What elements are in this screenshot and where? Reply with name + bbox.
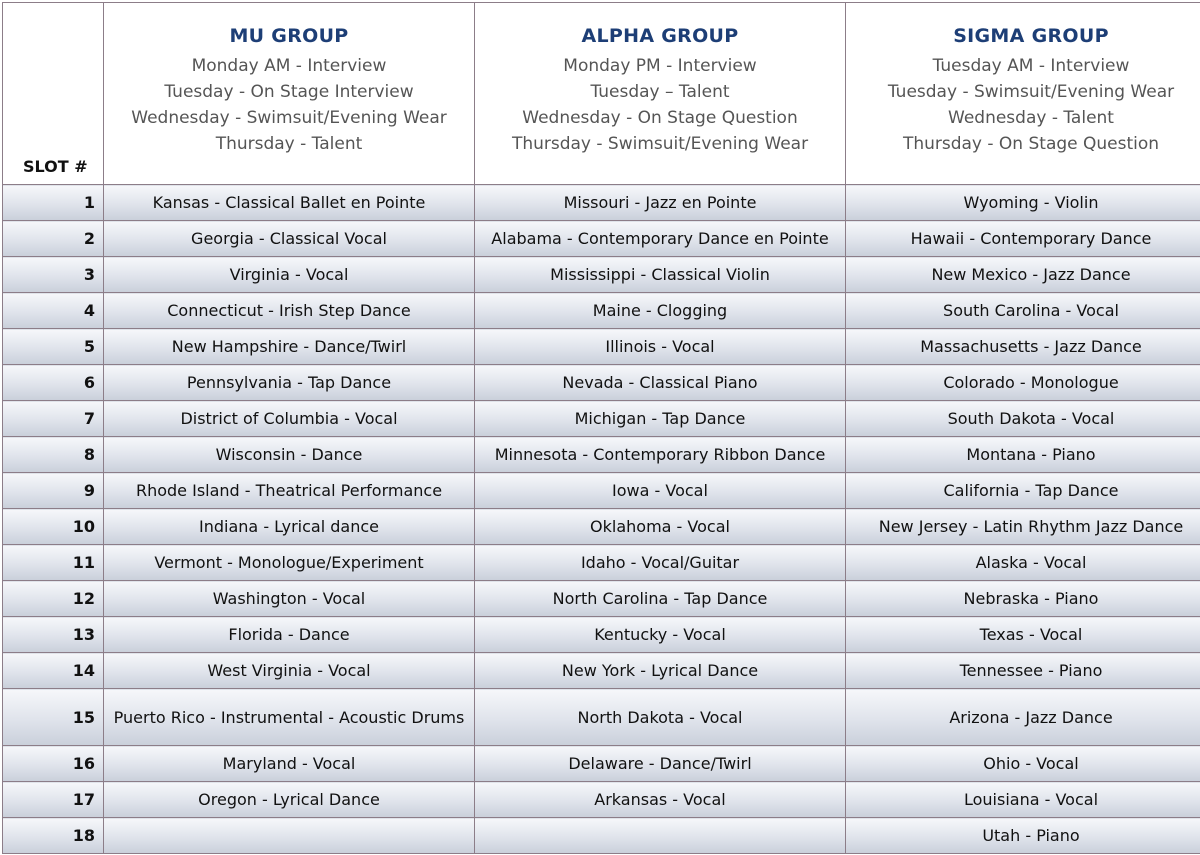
sigma-cell: New Mexico - Jazz Dance	[846, 257, 1200, 293]
mu-cell: Oregon - Lyrical Dance	[104, 782, 475, 818]
table-row	[3, 782, 1200, 818]
slot-number: 17	[3, 782, 104, 818]
alpha-cell: New York - Lyrical Dance	[475, 653, 846, 689]
alpha-cell: Illinois - Vocal	[475, 329, 846, 365]
sigma-group-header	[846, 3, 1200, 185]
slot-number: 4	[3, 293, 104, 329]
table-row	[3, 581, 1200, 617]
sigma-cell: Ohio - Vocal	[846, 746, 1200, 782]
table-row	[3, 746, 1200, 782]
alpha-cell: Mississippi - Classical Violin	[475, 257, 846, 293]
slot-number: 5	[3, 329, 104, 365]
table-row	[3, 401, 1200, 437]
schedule-line: Monday PM - Interview	[563, 56, 757, 76]
alpha-cell: Oklahoma - Vocal	[475, 509, 846, 545]
alpha-cell: Michigan - Tap Dance	[475, 401, 846, 437]
schedule-line: Wednesday - Swimsuit/Evening Wear	[131, 108, 447, 128]
mu-cell: Kansas - Classical Ballet en Pointe	[104, 185, 475, 221]
slot-number: 13	[3, 617, 104, 653]
slot-number: 12	[3, 581, 104, 617]
slot-number: 3	[3, 257, 104, 293]
alpha-cell: Missouri - Jazz en Pointe	[475, 185, 846, 221]
mu-cell: Puerto Rico - Instrumental - Acoustic Drums	[104, 689, 475, 746]
schedule-line: Thursday - Swimsuit/Evening Wear	[511, 134, 809, 154]
slot-number: 18	[3, 818, 104, 854]
schedule-line: Tuesday – Talent	[590, 82, 730, 102]
slot-number: 10	[3, 509, 104, 545]
sigma-cell: Hawaii - Contemporary Dance	[846, 221, 1200, 257]
table-row	[3, 257, 1200, 293]
table-row	[3, 473, 1200, 509]
sigma-cell: Wyoming - Violin	[846, 185, 1200, 221]
alpha-cell: Nevada - Classical Piano	[475, 365, 846, 401]
sigma-cell: Arizona - Jazz Dance	[846, 689, 1200, 746]
mu-cell: New Hampshire - Dance/Twirl	[104, 329, 475, 365]
sigma-cell: Alaska - Vocal	[846, 545, 1200, 581]
group-title: SIGMA GROUP	[953, 25, 1109, 47]
alpha-cell: Idaho - Vocal/Guitar	[475, 545, 846, 581]
sigma-cell: Louisiana - Vocal	[846, 782, 1200, 818]
slot-number: 7	[3, 401, 104, 437]
mu-cell: Vermont - Monologue/Experiment	[104, 545, 475, 581]
slot-number: 14	[3, 653, 104, 689]
sigma-cell: Texas - Vocal	[846, 617, 1200, 653]
sigma-cell: South Carolina - Vocal	[846, 293, 1200, 329]
table-row	[3, 185, 1200, 221]
table-row	[3, 221, 1200, 257]
talent-schedule-table	[2, 2, 1200, 854]
group-title: ALPHA GROUP	[581, 25, 739, 47]
table-row	[3, 617, 1200, 653]
schedule-line: Monday AM - Interview	[191, 56, 387, 76]
alpha-cell: Kentucky - Vocal	[475, 617, 846, 653]
table-row	[3, 545, 1200, 581]
mu-cell: Connecticut - Irish Step Dance	[104, 293, 475, 329]
table-row	[3, 437, 1200, 473]
alpha-cell	[475, 818, 846, 854]
sigma-cell: South Dakota - Vocal	[846, 401, 1200, 437]
slot-number: 15	[3, 689, 104, 746]
alpha-cell: North Carolina - Tap Dance	[475, 581, 846, 617]
mu-cell: Florida - Dance	[104, 617, 475, 653]
slot-number: 11	[3, 545, 104, 581]
table-row	[3, 818, 1200, 854]
table-row	[3, 329, 1200, 365]
alpha-group-header	[475, 3, 846, 185]
mu-cell: District of Columbia - Vocal	[104, 401, 475, 437]
alpha-cell: Maine - Clogging	[475, 293, 846, 329]
sigma-cell: California - Tap Dance	[846, 473, 1200, 509]
schedule-line: Thursday - Talent	[215, 134, 363, 154]
mu-cell: Maryland - Vocal	[104, 746, 475, 782]
mu-cell	[104, 818, 475, 854]
mu-cell: Rhode Island - Theatrical Performance	[104, 473, 475, 509]
mu-cell: Georgia - Classical Vocal	[104, 221, 475, 257]
table-row	[3, 365, 1200, 401]
slot-number: 6	[3, 365, 104, 401]
sigma-cell: Utah - Piano	[846, 818, 1200, 854]
slot-number: 1	[3, 185, 104, 221]
slot-number: 16	[3, 746, 104, 782]
table-row	[3, 293, 1200, 329]
mu-group-header	[104, 3, 475, 185]
slot-number: 8	[3, 437, 104, 473]
schedule-line: Tuesday - Swimsuit/Evening Wear	[887, 82, 1175, 102]
sigma-cell: Colorado - Monologue	[846, 365, 1200, 401]
alpha-cell: Minnesota - Contemporary Ribbon Dance	[475, 437, 846, 473]
alpha-cell: Iowa - Vocal	[475, 473, 846, 509]
alpha-cell: North Dakota - Vocal	[475, 689, 846, 746]
alpha-cell: Delaware - Dance/Twirl	[475, 746, 846, 782]
mu-cell: Virginia - Vocal	[104, 257, 475, 293]
slot-column-header: SLOT #	[3, 3, 104, 185]
sigma-cell: Tennessee - Piano	[846, 653, 1200, 689]
table-row	[3, 653, 1200, 689]
sigma-cell: New Jersey - Latin Rhythm Jazz Dance	[846, 509, 1200, 545]
alpha-cell: Alabama - Contemporary Dance en Pointe	[475, 221, 846, 257]
sigma-cell: Montana - Piano	[846, 437, 1200, 473]
slot-number: 2	[3, 221, 104, 257]
group-title: MU GROUP	[229, 25, 349, 47]
header-row	[3, 3, 1200, 185]
schedule-line: Wednesday - On Stage Question	[522, 108, 798, 128]
table-row	[3, 689, 1200, 746]
schedule-line: Thursday - On Stage Question	[902, 134, 1160, 154]
schedule-line: Tuesday - On Stage Interview	[164, 82, 414, 102]
mu-cell: Pennsylvania - Tap Dance	[104, 365, 475, 401]
sigma-cell: Nebraska - Piano	[846, 581, 1200, 617]
mu-cell: West Virginia - Vocal	[104, 653, 475, 689]
mu-cell: Wisconsin - Dance	[104, 437, 475, 473]
schedule-line: Tuesday AM - Interview	[932, 56, 1130, 76]
mu-cell: Indiana - Lyrical dance	[104, 509, 475, 545]
schedule-line: Wednesday - Talent	[948, 108, 1114, 128]
slot-number: 9	[3, 473, 104, 509]
alpha-cell: Arkansas - Vocal	[475, 782, 846, 818]
mu-cell: Washington - Vocal	[104, 581, 475, 617]
sigma-cell: Massachusetts - Jazz Dance	[846, 329, 1200, 365]
table-row	[3, 509, 1200, 545]
